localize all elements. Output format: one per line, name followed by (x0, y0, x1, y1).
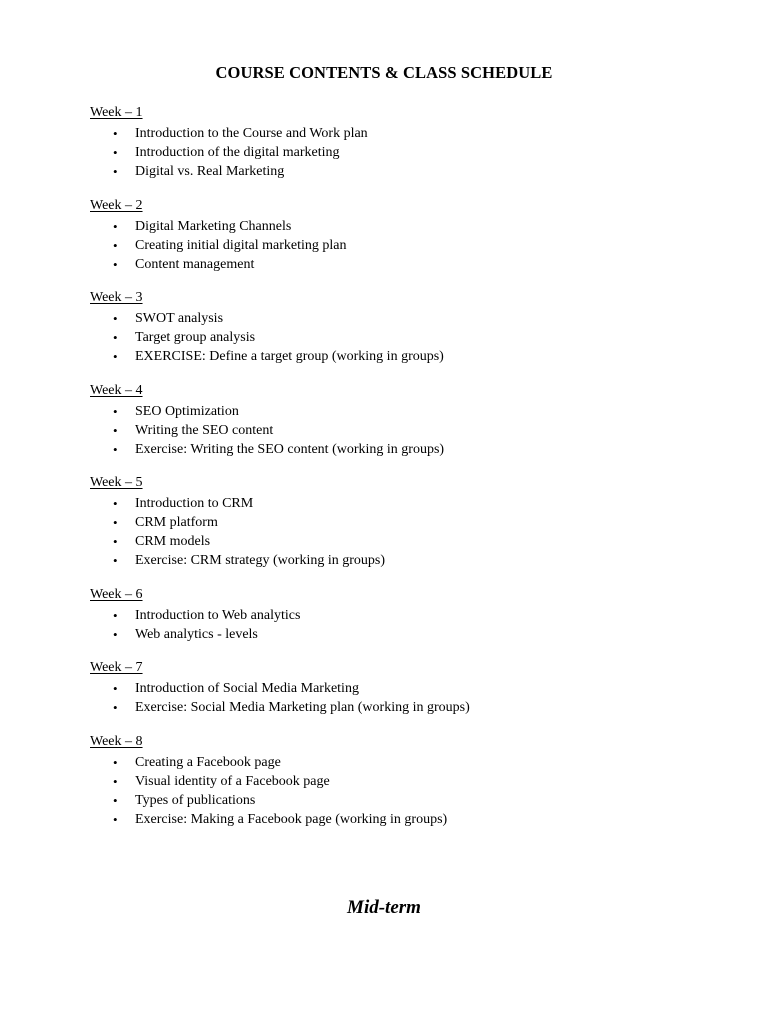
list-item (90, 143, 650, 162)
bullet-icon: • (113, 681, 118, 696)
topic-text: Types of publications (135, 793, 256, 808)
week-section-5 (90, 473, 650, 570)
topic-text: EXERCISE: Define a target group (working in groups) (135, 349, 444, 364)
list-item (90, 309, 650, 328)
week-section-1 (90, 103, 650, 181)
document-title: COURSE CONTENTS & CLASS SCHEDULE (215, 63, 553, 82)
topic-text: Creating initial digital marketing plan (135, 238, 347, 253)
list-item (90, 236, 650, 255)
bullet-icon: • (113, 145, 118, 160)
week-section-6 (90, 585, 650, 644)
topic-list (90, 402, 650, 459)
bullet-icon: • (113, 442, 118, 457)
bullet-icon: • (113, 608, 118, 623)
bullet-icon: • (113, 330, 118, 345)
bullet-icon: • (113, 774, 118, 789)
bullet-icon: • (113, 627, 118, 642)
bullet-icon: • (113, 812, 118, 827)
topic-list (90, 124, 650, 181)
list-item (90, 255, 650, 274)
list-item (90, 551, 650, 570)
topic-text: CRM platform (135, 515, 218, 530)
list-item (90, 679, 650, 698)
topic-text: Creating a Facebook page (135, 755, 281, 770)
week-heading: Week – 2 (90, 198, 143, 213)
list-item (90, 217, 650, 236)
list-item (90, 625, 650, 644)
topic-text: Introduction to CRM (135, 496, 254, 511)
bullet-icon: • (113, 404, 118, 419)
topic-list (90, 309, 650, 366)
week-heading: Week – 8 (90, 734, 143, 749)
bullet-icon: • (113, 515, 118, 530)
topic-list (90, 679, 650, 717)
week-section-8 (90, 732, 650, 829)
bullet-icon: • (113, 257, 118, 272)
topic-text: Introduction of the digital marketing (135, 145, 340, 160)
topic-list (90, 753, 650, 829)
bullet-icon: • (113, 219, 118, 234)
topic-text: CRM models (135, 534, 211, 549)
topic-text: SWOT analysis (135, 311, 224, 326)
topic-text: Exercise: Making a Facebook page (working in groups) (135, 812, 448, 827)
list-item (90, 124, 650, 143)
bullet-icon: • (113, 496, 118, 511)
topic-text: Digital Marketing Channels (135, 219, 292, 234)
topic-text: Introduction of Social Media Marketing (135, 681, 359, 696)
topic-list (90, 606, 650, 644)
list-item (90, 440, 650, 459)
bullet-icon: • (113, 700, 118, 715)
week-section-4 (90, 381, 650, 459)
topic-list (90, 494, 650, 570)
list-item (90, 402, 650, 421)
midterm-label: Mid-term (347, 897, 421, 918)
topic-text: Exercise: Social Media Marketing plan (working in groups) (135, 700, 470, 715)
topic-text: Introduction to Web analytics (135, 608, 301, 623)
week-section-2 (90, 196, 650, 274)
bullet-icon: • (113, 126, 118, 141)
list-item (90, 328, 650, 347)
topic-text: Target group analysis (135, 330, 256, 345)
list-item (90, 513, 650, 532)
list-item (90, 532, 650, 551)
bullet-icon: • (113, 755, 118, 770)
week-section-3 (90, 288, 650, 366)
topic-text: SEO Optimization (135, 404, 239, 419)
week-heading: Week – 5 (90, 475, 143, 490)
list-item (90, 772, 650, 791)
bullet-icon: • (113, 553, 118, 568)
list-item (90, 162, 650, 181)
topic-text: Web analytics - levels (135, 627, 258, 642)
week-heading: Week – 3 (90, 290, 143, 305)
list-item (90, 791, 650, 810)
bullet-icon: • (113, 423, 118, 438)
list-item (90, 494, 650, 513)
topic-text: Introduction to the Course and Work plan (135, 126, 368, 141)
topic-text: Exercise: CRM strategy (working in groups) (135, 553, 386, 568)
bullet-icon: • (113, 164, 118, 179)
list-item (90, 347, 650, 366)
bullet-icon: • (113, 349, 118, 364)
bullet-icon: • (113, 534, 118, 549)
bullet-icon: • (113, 238, 118, 253)
list-item (90, 810, 650, 829)
week-heading: Week – 6 (90, 587, 143, 602)
week-heading: Week – 7 (90, 660, 143, 675)
list-item (90, 421, 650, 440)
bullet-icon: • (113, 311, 118, 326)
week-heading: Week – 4 (90, 383, 143, 398)
list-item (90, 698, 650, 717)
topic-text: Writing the SEO content (135, 423, 274, 438)
topic-text: Exercise: Writing the SEO content (working in groups) (135, 442, 445, 457)
week-heading: Week – 1 (90, 105, 143, 120)
topic-text: Visual identity of a Facebook page (135, 774, 330, 789)
list-item (90, 753, 650, 772)
topic-list (90, 217, 650, 274)
week-section-7 (90, 658, 650, 717)
bullet-icon: • (113, 793, 118, 808)
topic-text: Content management (135, 257, 255, 272)
topic-text: Digital vs. Real Marketing (135, 164, 285, 179)
list-item (90, 606, 650, 625)
